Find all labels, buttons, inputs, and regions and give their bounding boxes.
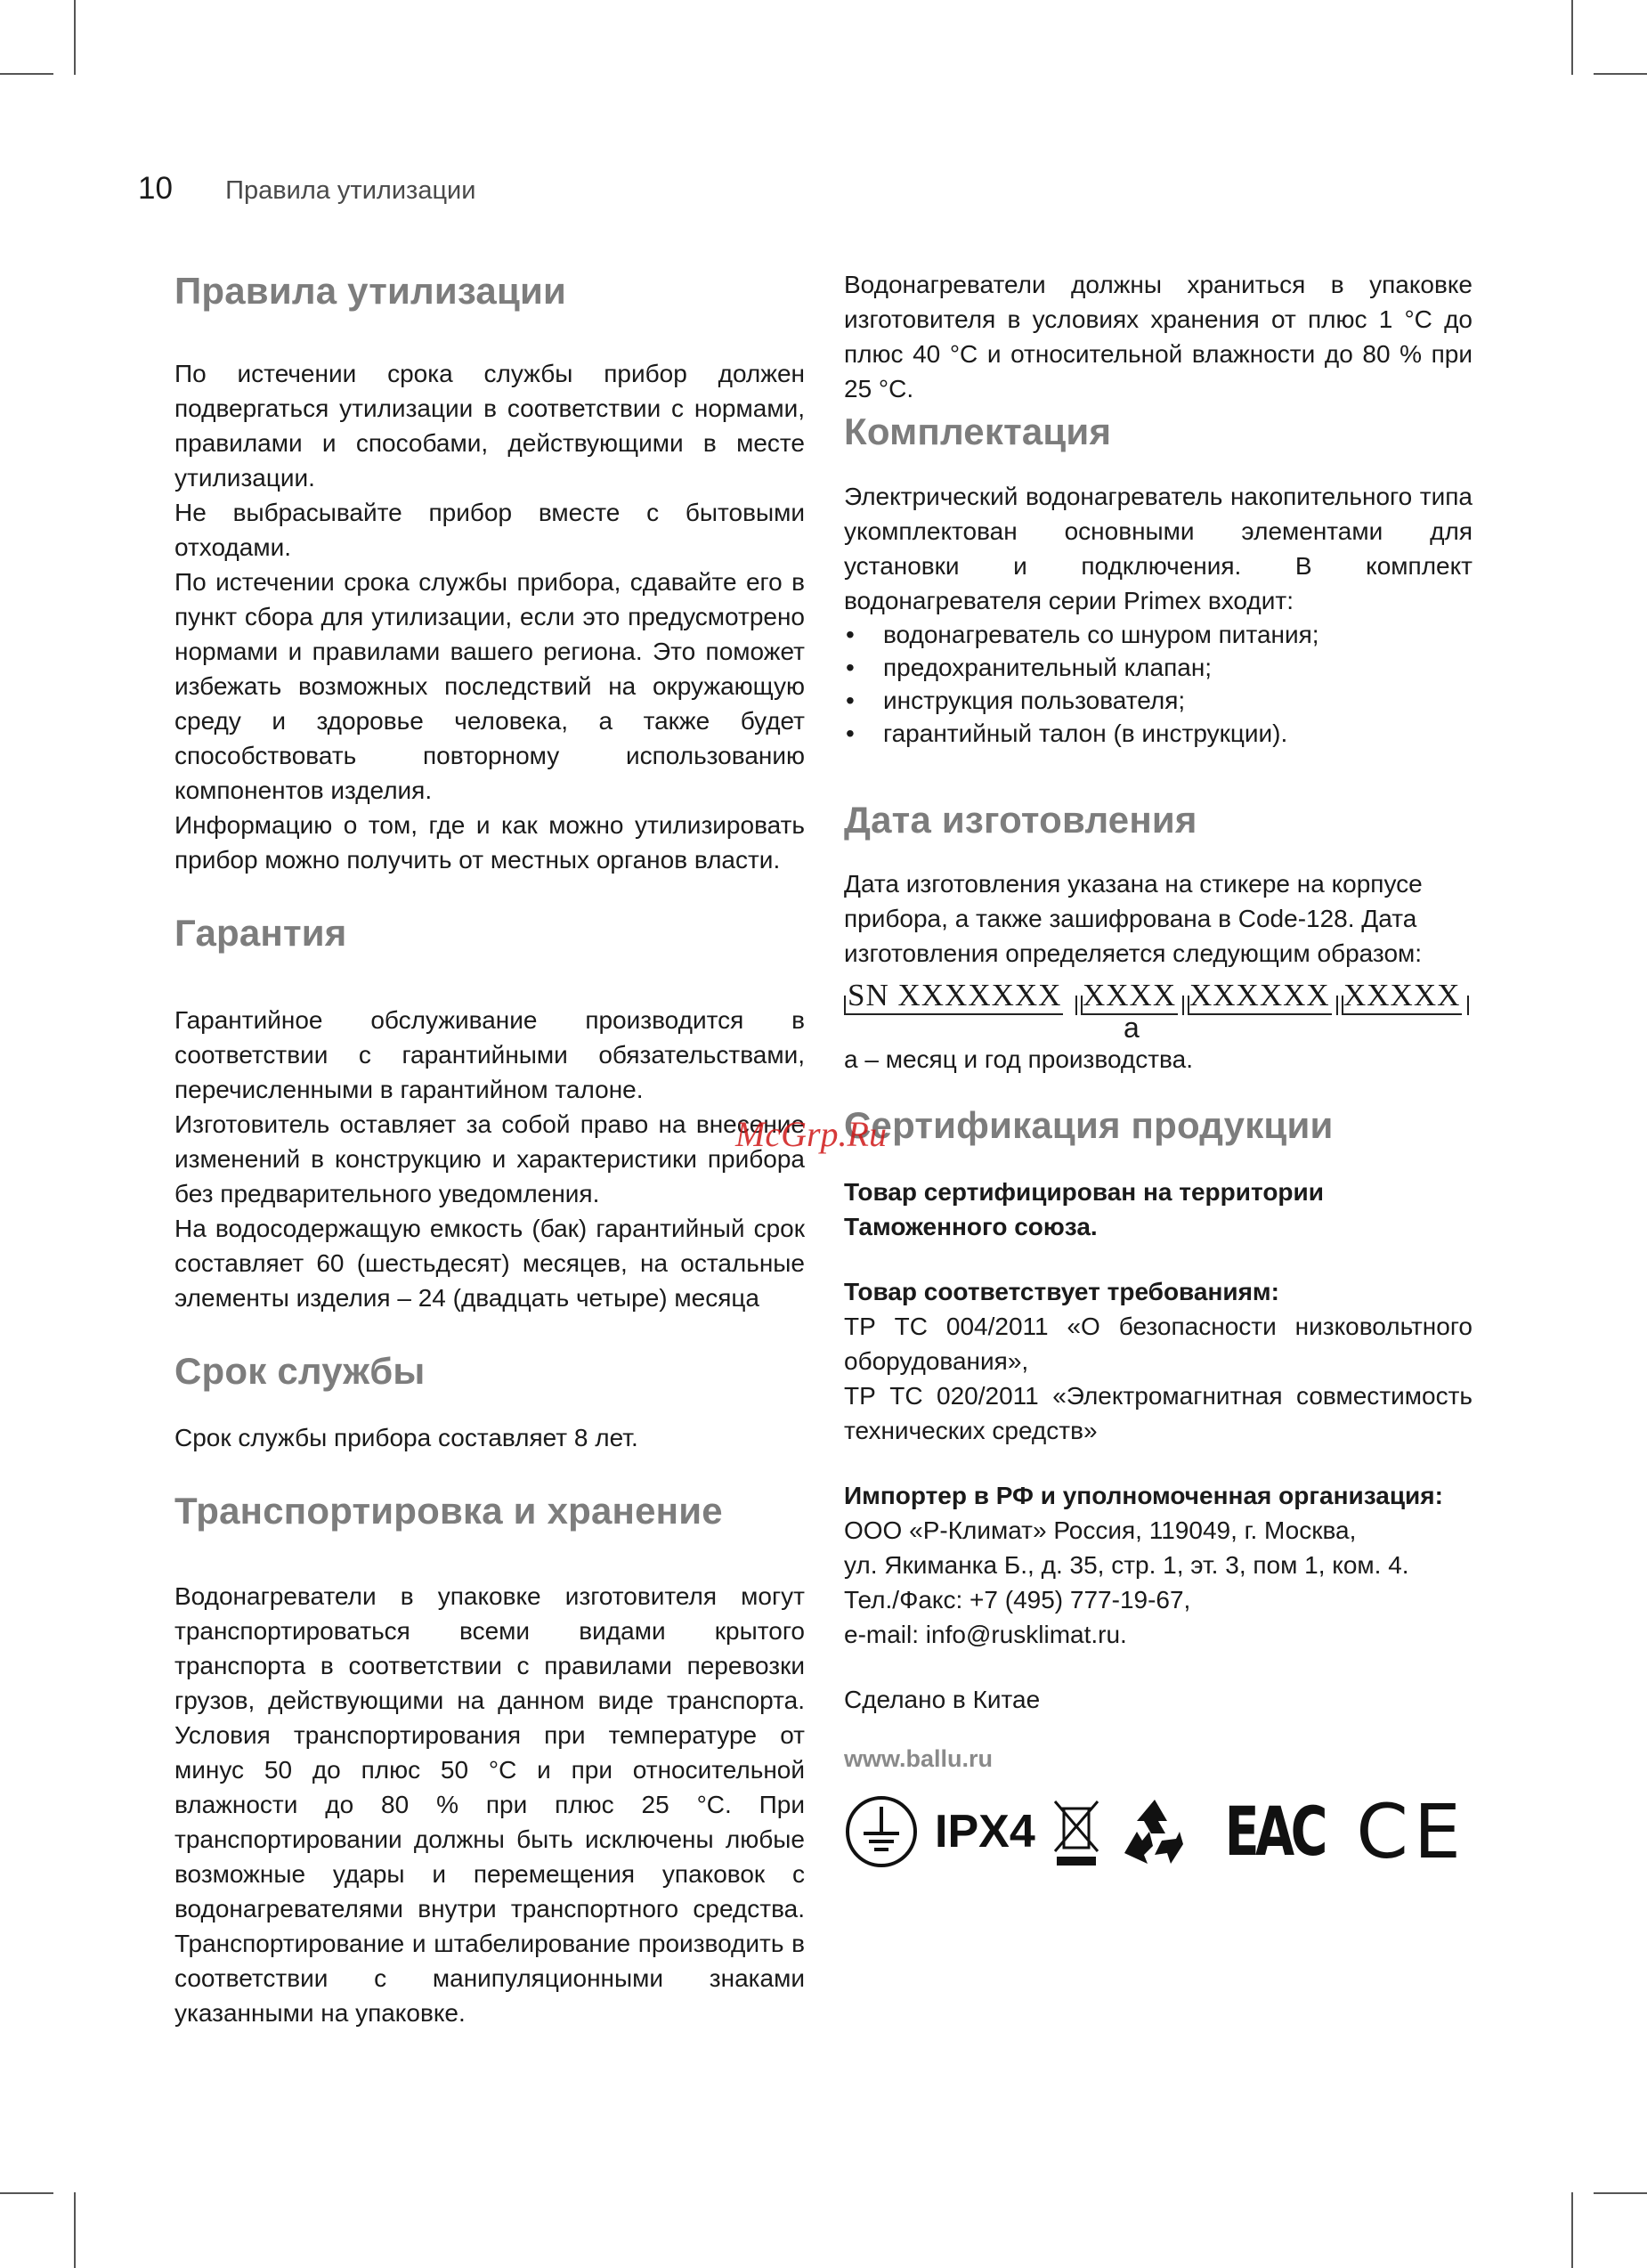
ground-protection-icon bbox=[844, 1794, 919, 1869]
requirement-item: ТР ТС 020/2011 «Электромагнитная совместимость технических средств» bbox=[844, 1382, 1473, 1445]
utilization-paragraph: Информацию о том, где и как можно утилизировать прибор можно получить от местных органов власти. bbox=[174, 811, 805, 874]
heading-warranty: Гарантия bbox=[174, 912, 347, 955]
weee-bin-icon bbox=[1051, 1794, 1101, 1869]
importer-line: Тел./Факс: +7 (495) 777-19-67, bbox=[844, 1586, 1191, 1614]
requirement-item: ТР ТС 004/2011 «О безопасности низковольтного оборудования», bbox=[844, 1313, 1473, 1376]
warranty-paragraph: На водосодержащую емкость (бак) гарантийный срок составляет 60 (шестьдесят) месяцев, на остальные элементы изделия – 24 (двадцать четыре) месяца bbox=[174, 1214, 805, 1312]
website-link[interactable]: www.ballu.ru bbox=[844, 1745, 994, 1773]
kit-list bbox=[844, 618, 1473, 750]
running-title: Правила утилизации bbox=[225, 176, 476, 205]
crop-mark bbox=[1571, 2192, 1573, 2268]
serial-tick bbox=[1336, 996, 1338, 1015]
made-in: Сделано в Китае bbox=[844, 1686, 1041, 1714]
importer-title: Импортер в РФ и уполномоченная организация: bbox=[844, 1482, 1443, 1510]
eac-mark: EAC bbox=[1224, 1792, 1324, 1872]
certification-marks bbox=[844, 1788, 1473, 1876]
page-number: 10 bbox=[138, 171, 173, 206]
serial-marker: a bbox=[1124, 1011, 1140, 1044]
utilization-paragraph: Не выбрасывайте прибор вместе с бытовыми отходами. bbox=[174, 499, 805, 562]
manufacture-paragraph: Дата изготовления указана на стикере на корпусе прибора, а также зашифрована в Code-128. Дата изготовления определяется следующим образом: bbox=[844, 869, 1423, 967]
watermark: McGrp.Ru bbox=[735, 1114, 887, 1154]
serial-segment: XXXX bbox=[1081, 978, 1178, 1015]
kit-paragraph: Электрический водонагреватель накопительного типа укомплектован основными элементами для установки и подключения. В комплект водонагревателя серии Primex входит: bbox=[844, 483, 1473, 615]
heading-kit: Комплектация bbox=[844, 411, 1112, 452]
utilization-paragraph: По истечении срока службы прибора, сдавайте его в пункт сбора для утилизации, если это предусмотрено нормами и правилами вашего региона. Это поможет избежать возможных последствий на окружающую среду и здоровье человека, а также будет способствовать повторному использованию компонентов изделия. bbox=[174, 568, 805, 805]
warranty-paragraph: Гарантийное обслуживание производится в соответствии с гарантийными обязательствами, перечисленными в гарантийном талоне. bbox=[174, 1005, 805, 1103]
serial-tick bbox=[1075, 996, 1077, 1015]
heading-certification: Сертификация продукции bbox=[844, 1103, 1334, 1146]
certification-line: Таможенного союза. bbox=[844, 1213, 1098, 1241]
crop-mark bbox=[74, 0, 76, 75]
serial-segment: SN XXXXXXX bbox=[846, 978, 1063, 1015]
serial-tick bbox=[1182, 996, 1184, 1015]
importer-line: ООО «Р-Климат» Россия, 119049, г. Москва, bbox=[844, 1516, 1357, 1545]
heading-transport: Транспортировка и хранение bbox=[174, 1490, 723, 1532]
storage-paragraph: Водонагреватели должны храниться в упаковке изготовителя в условиях хранения от плюс 1 °С до плюс 40 °С и относительной влажности до 80 % при 25 °С. bbox=[844, 271, 1473, 402]
certification-line: Товар сертифицирован на территории bbox=[844, 1178, 1324, 1207]
importer-line: ул. Якиманка Б., д. 35, стр. 1, эт. 3, пом 1, ком. 4. bbox=[844, 1551, 1409, 1580]
crop-mark bbox=[1571, 0, 1573, 75]
serial-segment: XXXXX bbox=[1342, 978, 1462, 1015]
crop-mark bbox=[0, 73, 53, 75]
list-item: • предохранительный клапан; bbox=[844, 651, 1473, 684]
warranty-paragraph: Изготовитель оставляет за собой право на внесение изменений в конструкцию и характеристики прибора без предварительного уведомления. bbox=[174, 1110, 805, 1207]
list-item: • инструкция пользователя; bbox=[844, 684, 1473, 717]
ipx4-mark: IPX4 bbox=[935, 1806, 1035, 1858]
transport-paragraph: Водонагреватели в упаковке изготовителя могут транспортироваться всеми видами крытого транспорта в соответствии с правилами перевозки грузов, действующими на данном виде транспорта. Условия транспортирования при температуре от минус 50 до плюс 50 °С и при относительной влажности до 80 % при плюс 25 °С. При транспортировании должны быть исключены любые возможные удары и перемещения упаковок с водонагревателями внутри транспортного средства. Транспортирование и штабелирование производить в соответствии с манипуляционными знаками указанными на упаковке. bbox=[174, 1581, 805, 2027]
requirements-title: Товар соответствует требованиям: bbox=[844, 1278, 1279, 1306]
service-life-paragraph: Срок службы прибора составляет 8 лет. bbox=[174, 1424, 638, 1452]
importer-line: e-mail: info@rusklimat.ru. bbox=[844, 1621, 1127, 1649]
utilization-paragraph: По истечении срока службы прибор должен подвергаться утилизации в соответствии с нормами, правилами и способами, действующими в месте утилизации. bbox=[174, 360, 805, 492]
heading-utilization: Правила утилизации bbox=[174, 270, 567, 312]
crop-mark bbox=[74, 2192, 76, 2268]
recycle-icon bbox=[1117, 1794, 1192, 1869]
list-item: • гарантийный талон (в инструкции). bbox=[844, 717, 1473, 750]
serial-number-diagram bbox=[844, 978, 1473, 1045]
right-column bbox=[844, 267, 1473, 1876]
crop-mark bbox=[0, 2192, 53, 2194]
heading-manufacture: Дата изготовления bbox=[844, 799, 1197, 841]
manufacture-legend: а – месяц и год производства. bbox=[844, 1045, 1193, 1073]
crop-mark bbox=[1594, 2192, 1647, 2194]
page-header bbox=[138, 171, 475, 207]
heading-service-life: Срок службы bbox=[174, 1349, 426, 1392]
ce-mark: CE bbox=[1356, 1788, 1466, 1876]
crop-mark bbox=[1594, 73, 1647, 75]
left-column bbox=[174, 267, 805, 2030]
list-item: • водонагреватель со шнуром питания; bbox=[844, 618, 1473, 651]
serial-segment: XXXXXX bbox=[1188, 978, 1332, 1015]
serial-tick bbox=[1467, 996, 1469, 1015]
